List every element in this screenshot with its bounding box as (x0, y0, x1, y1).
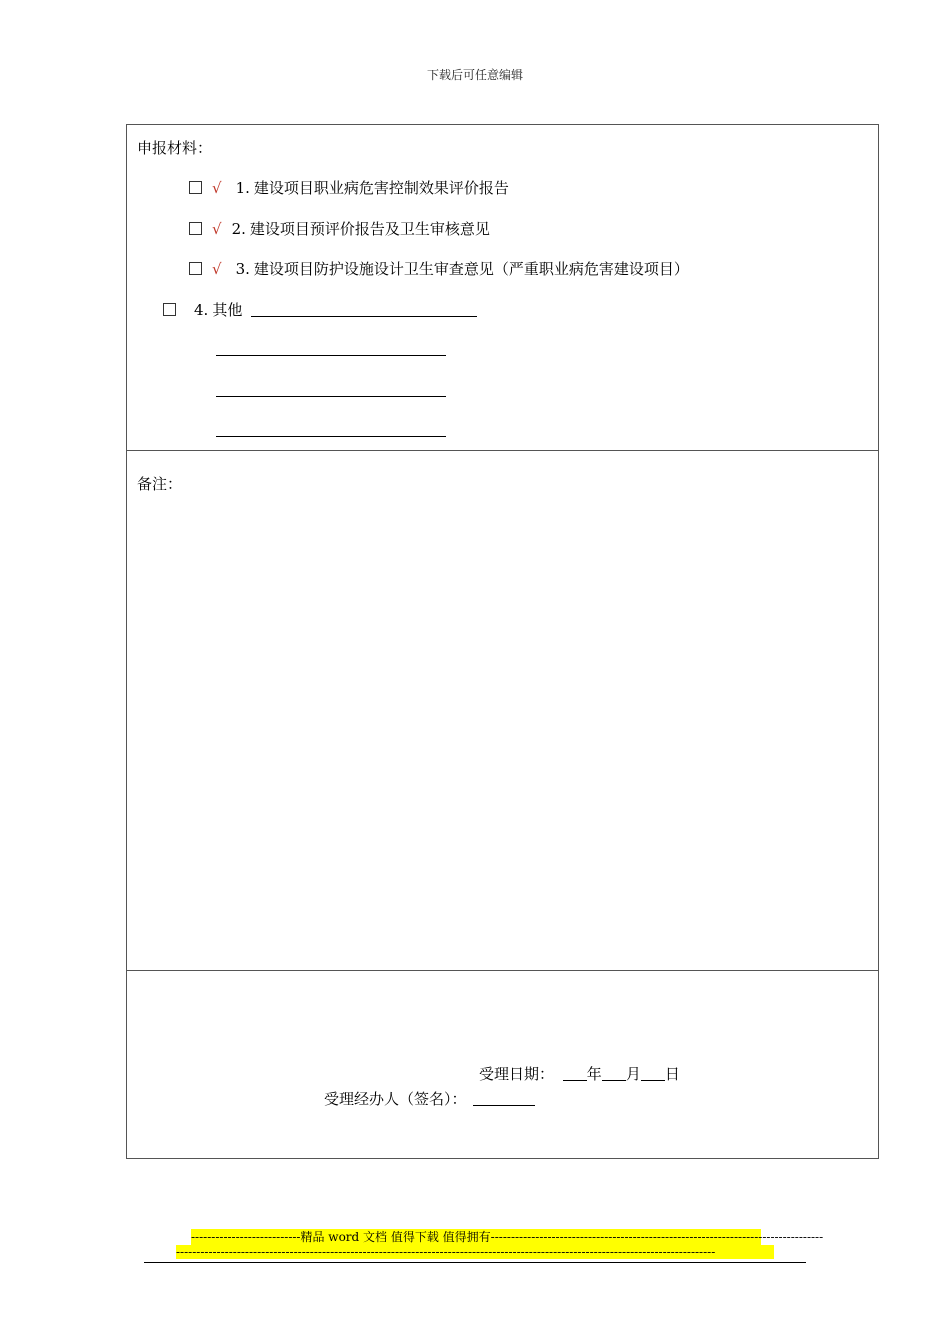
day-label: 日 (664, 1065, 680, 1083)
application-form-table (126, 124, 879, 1159)
acceptance-date-label: 受理日期： (479, 1065, 555, 1083)
remarks-section (127, 451, 878, 971)
year-input-line[interactable] (563, 1066, 587, 1081)
year-label: 年 (586, 1065, 602, 1083)
footer-left-dashes: --------------------------- (191, 1230, 301, 1244)
page-header: 下载后可任意编辑 (426, 68, 523, 82)
signature-input-line[interactable] (473, 1091, 535, 1106)
acceptance-section (127, 971, 878, 1158)
checkbox-icon[interactable] (163, 303, 176, 316)
material-item-number: 4. (194, 301, 209, 319)
month-input-line[interactable] (602, 1066, 626, 1081)
material-item-text: 建设项目防护设施设计卫生审查意见（严重职业病危害建设项目） (253, 260, 689, 278)
footer-right-dashes: ---------------------------------------------------------------------------------- (490, 1230, 824, 1244)
day-input-line[interactable] (641, 1066, 665, 1081)
footer-banner (191, 1229, 824, 1245)
handler-label: 受理经办人（签名）： (324, 1090, 467, 1108)
other-extra-line-2[interactable] (216, 396, 446, 397)
material-item-1 (189, 177, 509, 198)
checkmark-icon: √ (212, 179, 222, 197)
checkmark-icon: √ (212, 260, 222, 278)
handler-signature (324, 1088, 535, 1109)
checkbox-icon[interactable] (189, 181, 202, 194)
material-item-text: 建设项目预评价报告及卫生审核意见 (249, 220, 490, 238)
footer-rule (144, 1262, 806, 1263)
materials-section (127, 125, 878, 451)
acceptance-date (479, 1063, 680, 1084)
materials-label: 申报材料： (137, 139, 213, 157)
material-item-2 (189, 218, 490, 239)
material-item-number: 2. (231, 220, 246, 238)
material-item-number: 3. (235, 260, 250, 278)
material-item-3 (189, 258, 689, 279)
material-item-other (163, 299, 477, 320)
material-item-text: 建设项目职业病危害控制效果评价报告 (253, 179, 509, 197)
material-item-text: 其他 (212, 301, 243, 319)
checkbox-icon[interactable] (189, 262, 202, 275)
other-extra-line-1[interactable] (216, 355, 446, 356)
other-extra-line-3[interactable] (216, 436, 446, 437)
footer-dash-line: ------------------------------------------------------------------------------------------------------------------------------------- (176, 1245, 774, 1259)
month-label: 月 (625, 1065, 641, 1083)
footer-banner-text: 精品 word 文档 值得下载 值得拥有 (300, 1230, 491, 1244)
checkmark-icon: √ (212, 220, 222, 238)
other-input-line[interactable] (251, 302, 477, 317)
remarks-label: 备注： (137, 475, 183, 493)
material-item-number: 1. (235, 179, 250, 197)
checkbox-icon[interactable] (189, 222, 202, 235)
